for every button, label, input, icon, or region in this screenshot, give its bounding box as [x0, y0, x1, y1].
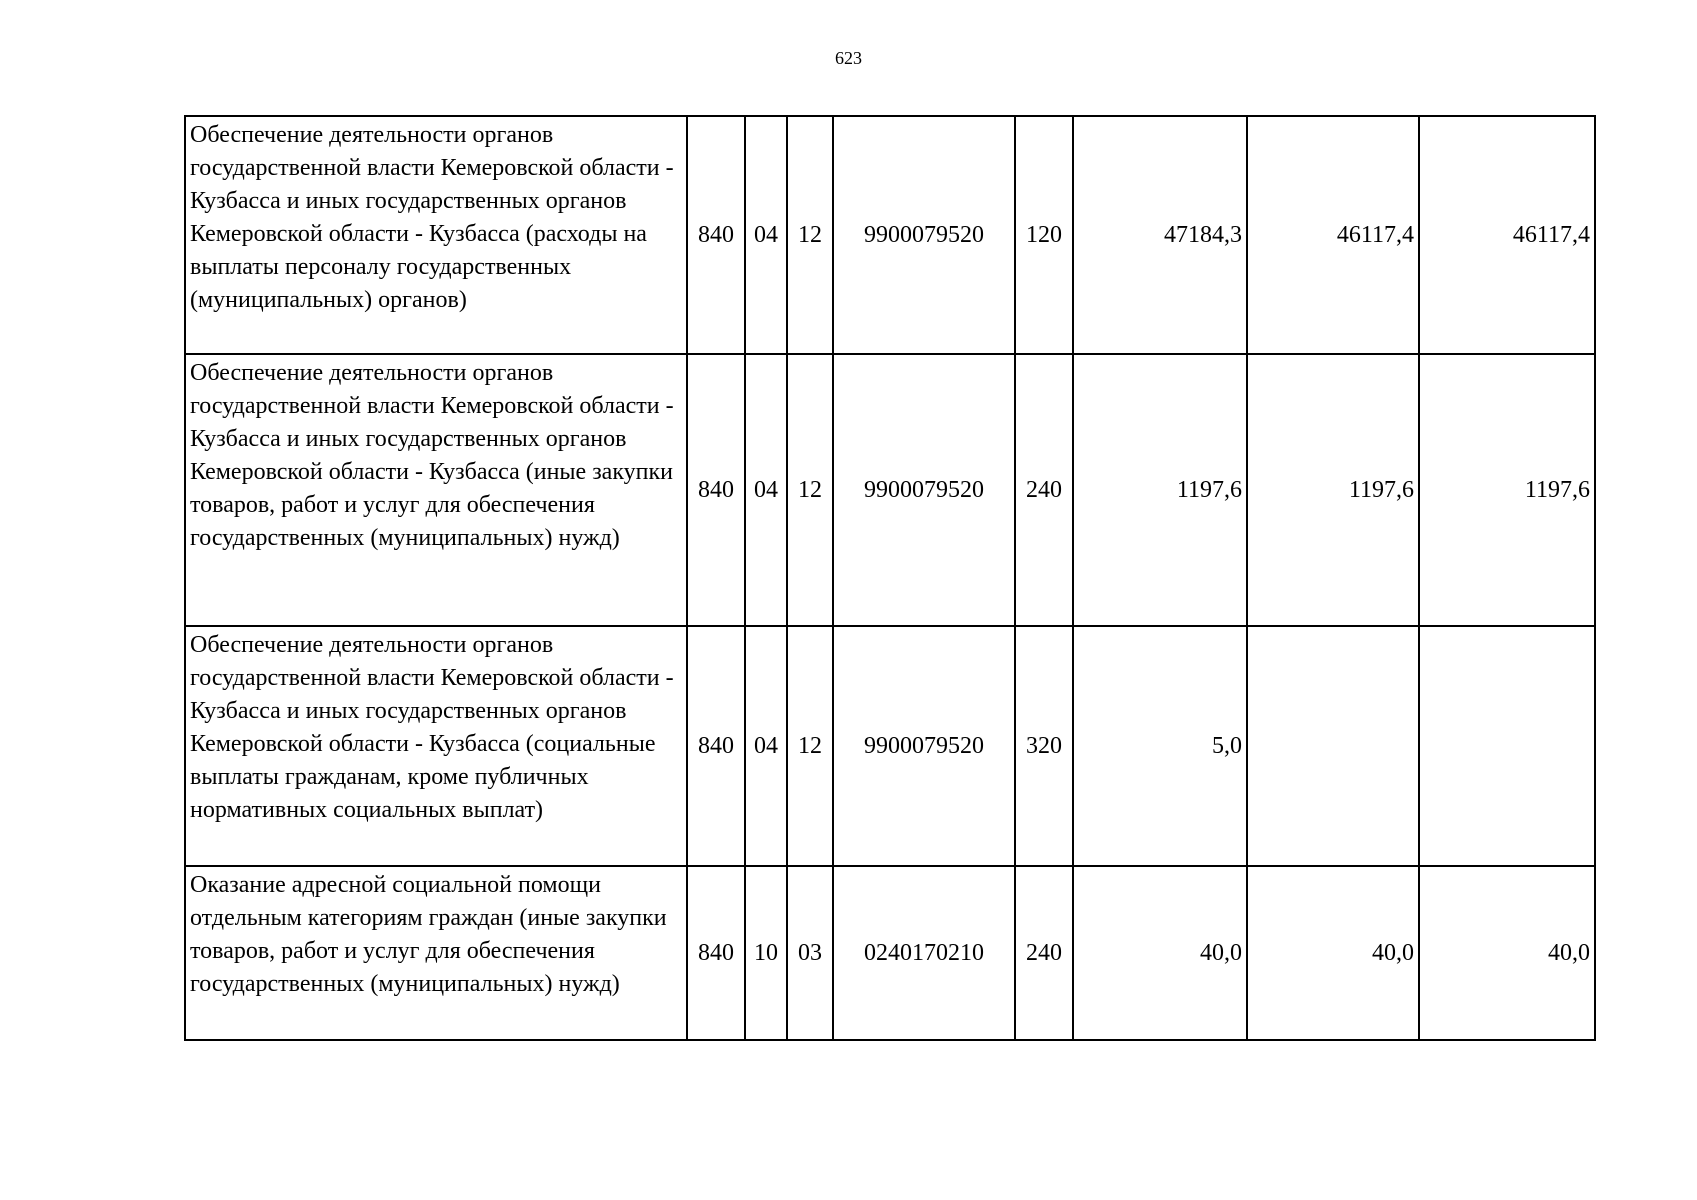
amount-2: 1197,6	[1247, 354, 1419, 626]
section-code: 04	[745, 116, 787, 354]
page-number: 623	[835, 48, 862, 68]
ministry-code: 840	[687, 116, 745, 354]
subsection-code: 12	[787, 626, 833, 866]
amount-1: 40,0	[1073, 866, 1247, 1040]
expense-type-code: 240	[1015, 866, 1073, 1040]
amount-1: 47184,3	[1073, 116, 1247, 354]
subsection-code: 12	[787, 116, 833, 354]
target-article-code: 9900079520	[833, 116, 1015, 354]
amount-1: 5,0	[1073, 626, 1247, 866]
amount-1: 1197,6	[1073, 354, 1247, 626]
section-code: 04	[745, 626, 787, 866]
expense-type-code: 120	[1015, 116, 1073, 354]
amount-3	[1419, 626, 1595, 866]
table-row	[185, 354, 1595, 626]
section-code: 10	[745, 866, 787, 1040]
expense-type-code: 320	[1015, 626, 1073, 866]
amount-3: 40,0	[1419, 866, 1595, 1040]
table-row	[185, 116, 1595, 354]
ministry-code: 840	[687, 354, 745, 626]
amount-2	[1247, 626, 1419, 866]
amount-3: 1197,6	[1419, 354, 1595, 626]
row-description: Оказание адресной социальной помощи отдельным категориям граждан (иные закупки товаров, работ и услуг для обеспечения государственных (муниципальных) нужд)	[185, 866, 687, 1040]
row-description: Обеспечение деятельности органов государственной власти Кемеровской области - Кузбасса и иных государственных органов Кемеровской области - Кузбасса (иные закупки товаров, работ и услуг для обеспечения государственных (муниципальных) нужд)	[185, 354, 687, 626]
table-row	[185, 866, 1595, 1040]
table-row	[185, 626, 1595, 866]
budget-table	[184, 115, 1596, 1041]
target-article-code: 9900079520	[833, 354, 1015, 626]
section-code: 04	[745, 354, 787, 626]
ministry-code: 840	[687, 626, 745, 866]
ministry-code: 840	[687, 866, 745, 1040]
amount-2: 46117,4	[1247, 116, 1419, 354]
row-description: Обеспечение деятельности органов государственной власти Кемеровской области - Кузбасса и иных государственных органов Кемеровской области - Кузбасса (социальные выплаты гражданам, кроме публичных нормативных социальных выплат)	[185, 626, 687, 866]
target-article-code: 0240170210	[833, 866, 1015, 1040]
subsection-code: 12	[787, 354, 833, 626]
amount-3: 46117,4	[1419, 116, 1595, 354]
amount-2: 40,0	[1247, 866, 1419, 1040]
expense-type-code: 240	[1015, 354, 1073, 626]
target-article-code: 9900079520	[833, 626, 1015, 866]
subsection-code: 03	[787, 866, 833, 1040]
row-description: Обеспечение деятельности органов государственной власти Кемеровской области - Кузбасса и иных государственных органов Кемеровской области - Кузбасса (расходы на выплаты персоналу государственных (муниципальных) органов)	[185, 116, 687, 354]
